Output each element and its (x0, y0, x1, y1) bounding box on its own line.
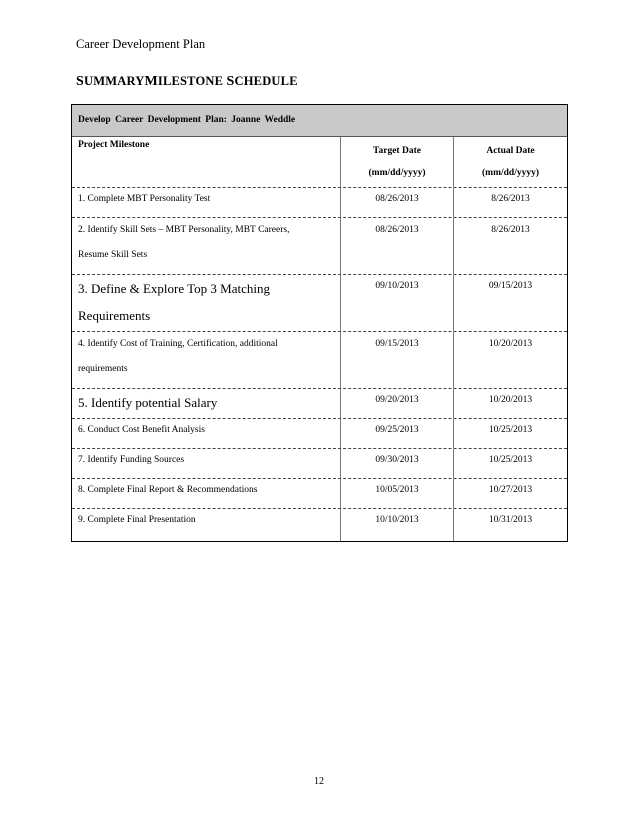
section-title-cap-2: M (144, 74, 158, 89)
target-date-cell: 09/20/2013 (340, 389, 453, 418)
table-row (72, 275, 567, 332)
column-header-target (340, 137, 453, 187)
table-row (72, 449, 567, 479)
column-header-actual (453, 137, 567, 187)
milestone-line-1: 3. Define & Explore Top 3 Matching (78, 281, 271, 296)
target-date-cell: 10/10/2013 (340, 509, 453, 541)
milestone-cell (72, 218, 340, 274)
actual-date-cell: 10/20/2013 (453, 389, 567, 418)
actual-date-cell: 10/31/2013 (453, 509, 567, 541)
actual-date-cell: 8/26/2013 (453, 188, 567, 217)
milestone-line-1: 4. Identify Cost of Training, Certification, additional (78, 339, 278, 349)
table-row (72, 389, 567, 419)
section-title (76, 74, 298, 90)
milestone-line-2: Requirements (78, 308, 151, 323)
milestone-cell (72, 275, 340, 331)
section-title-rest-3: CHEDULE (234, 74, 298, 88)
target-date-cell: 08/26/2013 (340, 188, 453, 217)
milestone-cell: 6. Conduct Cost Benefit Analysis (78, 425, 205, 435)
page-number: 12 (314, 776, 324, 787)
target-date-cell: 09/10/2013 (340, 275, 453, 331)
column-header-actual-format: (mm/dd/yyyy) (482, 168, 539, 178)
milestone-cell: 7. Identify Funding Sources (78, 455, 185, 465)
target-date-cell: 09/25/2013 (340, 419, 453, 448)
milestone-table (71, 104, 568, 542)
section-title-cap-1: S (76, 74, 84, 89)
column-header-target-label: Target Date (373, 146, 421, 156)
section-title-cap-3: S (226, 74, 235, 89)
milestone-cell: 5. Identify potential Salary (78, 395, 218, 410)
table-row (72, 509, 567, 541)
column-header-milestone: Project Milestone (78, 140, 150, 150)
running-header: Career Development Plan (76, 37, 206, 51)
actual-date-cell: 10/27/2013 (453, 479, 567, 508)
table-row (72, 332, 567, 389)
actual-date-cell: 09/15/2013 (453, 275, 567, 331)
milestone-cell (72, 332, 340, 388)
target-date-cell: 08/26/2013 (340, 218, 453, 274)
column-header-actual-label: Actual Date (486, 146, 535, 156)
target-date-cell: 09/30/2013 (340, 449, 453, 478)
target-date-cell: 10/05/2013 (340, 479, 453, 508)
section-title-rest-2: ILESTONE (157, 74, 224, 88)
section-title-rest-1: UMMARY (84, 74, 145, 88)
milestone-cell: 1. Complete MBT Personality Test (78, 194, 211, 204)
milestone-line-1: 2. Identify Skill Sets – MBT Personality, MBT Careers, (78, 225, 290, 235)
actual-date-cell: 10/25/2013 (453, 449, 567, 478)
actual-date-cell: 10/20/2013 (453, 332, 567, 388)
actual-date-cell: 8/26/2013 (453, 218, 567, 274)
milestone-line-2: Resume Skill Sets (78, 250, 148, 260)
actual-date-cell: 10/25/2013 (453, 419, 567, 448)
plan-header: Develop Career Development Plan: Joanne Weddle (72, 105, 567, 137)
milestone-line-2: requirements (78, 364, 128, 374)
column-header-target-format: (mm/dd/yyyy) (368, 168, 426, 178)
table-row (72, 479, 567, 509)
milestone-cell: 9. Complete Final Presentation (78, 515, 196, 525)
milestone-cell: 8. Complete Final Report & Recommendations (78, 485, 258, 495)
target-date-cell: 09/15/2013 (340, 332, 453, 388)
table-row (72, 218, 567, 275)
table-row (72, 188, 567, 218)
table-column-headers (72, 137, 567, 188)
table-row (72, 419, 567, 449)
